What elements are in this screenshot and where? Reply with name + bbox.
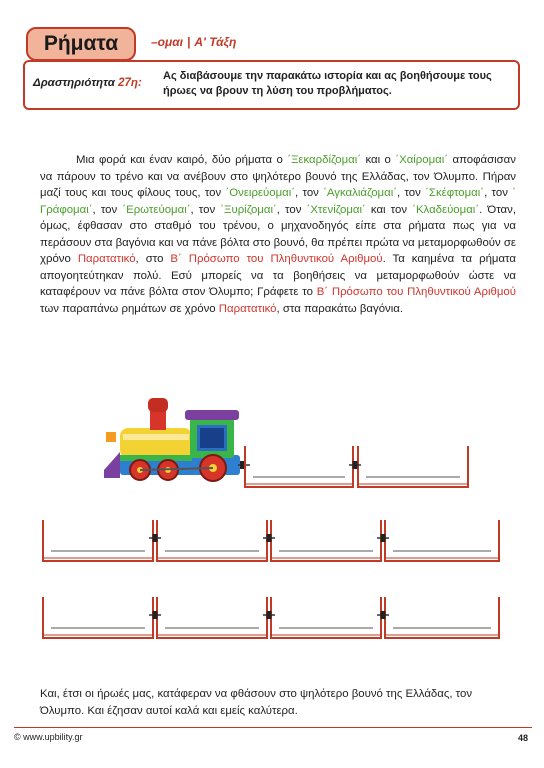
wagon-coupling xyxy=(349,461,361,469)
wagon-coupling xyxy=(377,534,389,542)
section-subtitle: –ομαι | Α' Τάξη xyxy=(151,35,237,49)
wagon xyxy=(245,446,353,487)
activity-label: Δραστηριότητα 27η: xyxy=(33,77,142,89)
emphasis: Παρατατικό xyxy=(77,253,136,265)
emphasis: Παρατατικό xyxy=(218,302,277,315)
emphasis: Β΄ Πρόσωπο του Πληθυντικού Αριθμού xyxy=(170,253,383,265)
train-icon xyxy=(104,398,240,481)
wagon-coupling xyxy=(377,611,389,619)
page-number: 48 xyxy=(517,733,528,743)
activity-instructions: Ας διαβάσουμε την παρακάτω ιστορία και ας βοηθήσουμε τους ήρωες να βρουν τη λύση του προβλήματος. xyxy=(163,70,492,97)
verb: ΄Ξυρίζομαι΄ xyxy=(220,203,277,216)
verb: ΄Ξεκαρδίζομαι΄ xyxy=(287,154,362,166)
verb: ΄Σκέφτομαι΄ xyxy=(425,187,485,199)
wagon xyxy=(157,520,267,561)
verb: ΄Χτενίζομαι΄ xyxy=(306,203,366,216)
wagon xyxy=(271,520,381,561)
wagon-coupling xyxy=(263,534,275,542)
verb: ΄Αγκαλιάζομαι΄ xyxy=(323,187,398,199)
wagon xyxy=(271,597,381,638)
wagon-coupling xyxy=(263,611,275,619)
wagon xyxy=(385,597,499,638)
wagon-coupling xyxy=(149,534,161,542)
wagon xyxy=(43,520,153,561)
footer-site: © www.upbility.gr xyxy=(14,732,83,742)
wagon xyxy=(43,597,153,638)
verb: ΄Κλαδεύομαι΄ xyxy=(412,203,480,216)
verb: ΄Ερωτεύομαι΄ xyxy=(122,203,191,216)
emphasis: Β΄ Πρόσωπο του Πληθυντικού Αριθμού xyxy=(316,286,516,298)
story-paragraph: Μια φορά και έναν καιρό, δύο ρήματα ο ΄Ξεκαρδίζομαι΄ και ο ΄Χαίρομαι΄ αποφάσισαν να πάρουν το τρένο και να ανέβουν στο ψηλότερο βουνό της Ελλάδας, τον Όλυμπο. Πήραν μαζί τους και τους φίλους τους, τον ΄Ονειρεύομαι΄, τον ΄Αγκαλιάζομαι΄, τον ΄Σκέφτομαι΄, τον ΄ Γράφομαι΄, τον ΄Ερωτεύομαι΄, τον ΄Ξυρίζομαι΄, τον ΄Χτενίζομαι΄ και τον ΄Κλαδεύομαι΄. Όταν, όμως, έφθασαν στο σταθμό του τρένου, ο μηχανοδηγός είπε στα ρήματα πως για να περάσουν στα βαγόνια και να πάνε βόλτα στο βουνό, θα πρέπει πρώτα να μεταμορφωθούν σε χρόνο Παρατατικό, στο Β΄ Πρόσωπο του Πληθυντικού Αριθμού. Τα καημένα τα ρήματα απογοητεύτηκαν πολύ. Εσύ μπορείς να τα βοηθήσεις να μεταμορφωθούν ώστε να καταφέρουν να πάνε βόλτα στον Όλυμπο; Γράφετε το Β΄ Πρόσωπο του Πληθυντικού Αριθμού των παραπάνω ρημάτων σε χρόνο Παρατατικό, στα παρακάτω βαγόνια. xyxy=(40,154,516,315)
page-title: Ρήματα xyxy=(26,27,136,61)
verb: ΄ Γράφομαι΄ xyxy=(40,187,516,216)
story-ending: Και, έτσι οι ήρωές μας, κατάφεραν να φθάσουν στο ψηλότερο βουνό της Ελλάδας, τον Όλυμπο. Και έζησαν αυτοί καλά και εμείς καλύτερα. xyxy=(40,688,473,717)
verb: ΄Χαίρομαι΄ xyxy=(395,154,449,166)
wagon xyxy=(157,597,267,638)
footer-divider xyxy=(14,727,532,728)
wagon-coupling xyxy=(149,611,161,619)
wagon xyxy=(358,446,468,487)
verb: ΄Ονειρεύομαι΄ xyxy=(225,187,296,199)
wagon xyxy=(385,520,499,561)
